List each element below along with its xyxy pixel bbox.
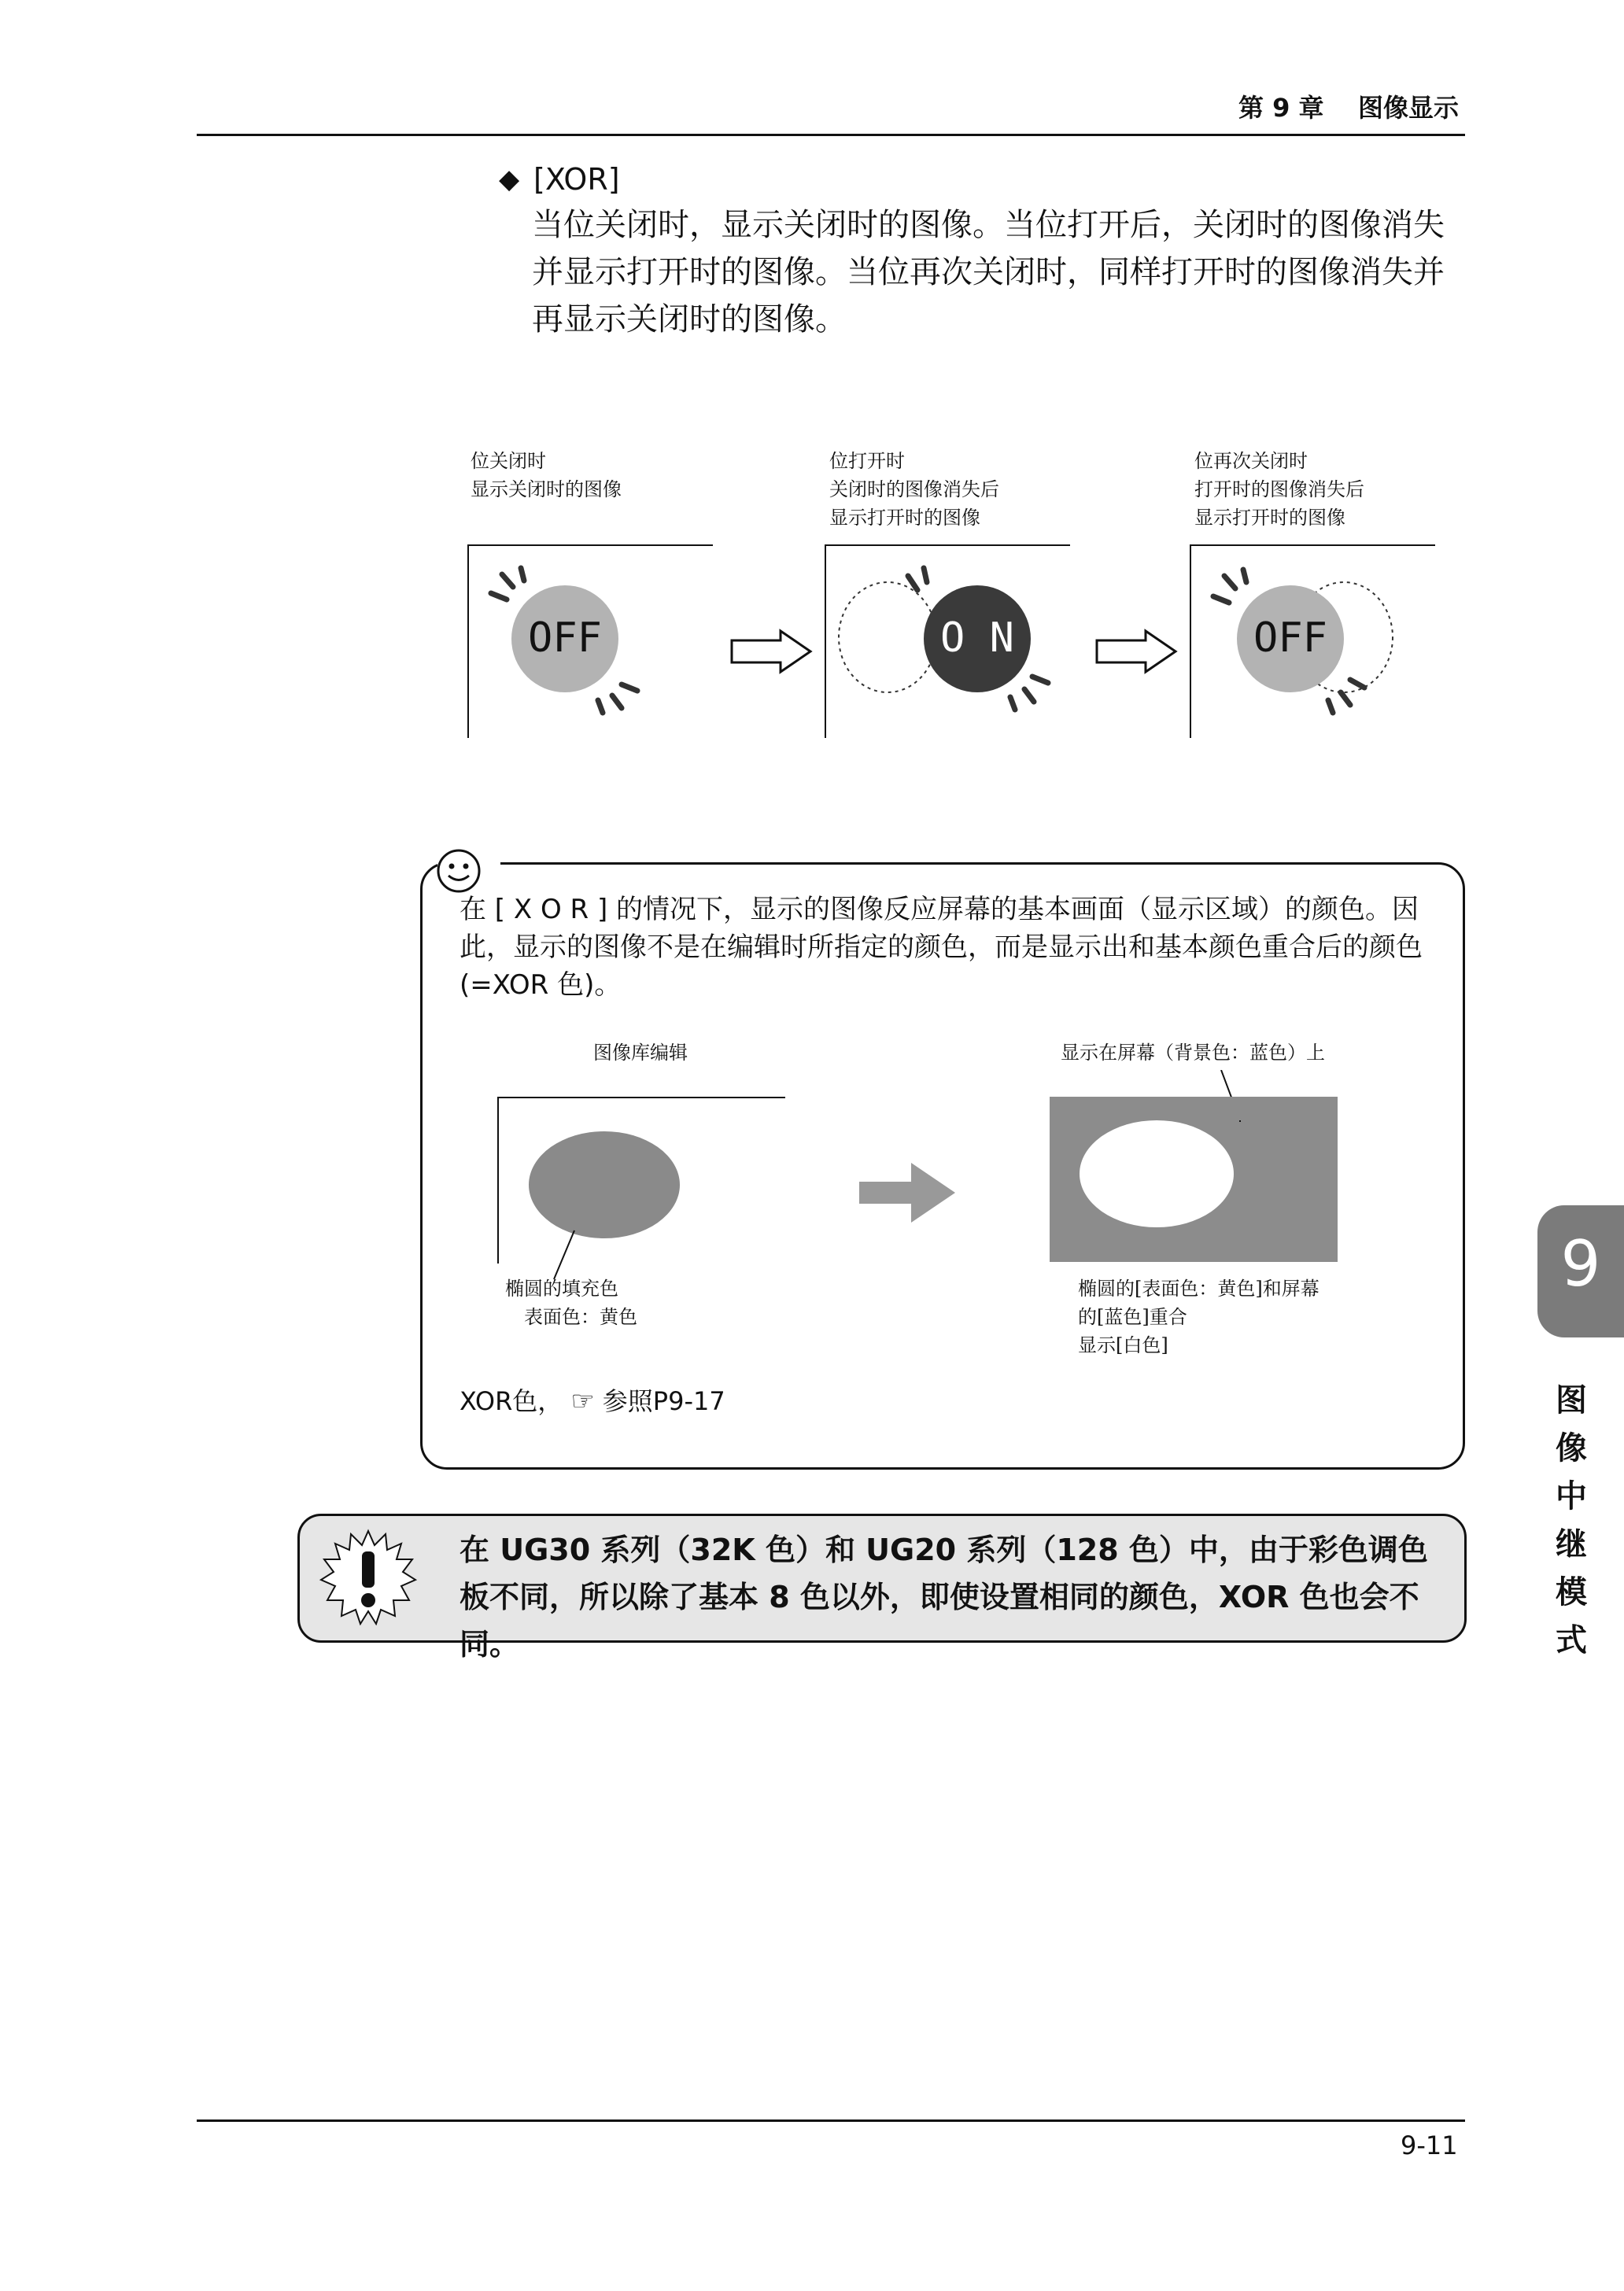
screen-display-title: 显示在屏幕（背景色：蓝色）上 xyxy=(1061,1042,1325,1064)
reference-prefix: XOR色， xyxy=(460,1386,563,1416)
library-edit-title: 图像库编辑 xyxy=(593,1042,688,1064)
chapter-number: 第 9 章 xyxy=(1238,93,1324,123)
chapter-title: 图像显示 xyxy=(1358,93,1460,123)
step3-lamp-graphic xyxy=(1190,544,1441,741)
step2-caption: 位打开时 关闭时的图像消失后 显示打开时的图像 xyxy=(829,450,999,529)
arrow-2-icon xyxy=(1094,628,1180,675)
note-text: 在 [ X O R ] 的情况下，显示的图像反应屏幕的基本画面（显示区域）的颜色。因此，显示的图像不是在编辑时所指定的颜色，而是显示出和基本颜色重合后的颜色 (=XOR 色)。 xyxy=(460,894,1423,1001)
gray-ellipse-icon xyxy=(529,1131,680,1238)
screen-display-graphic xyxy=(1048,1070,1347,1271)
page-number: 9-11 xyxy=(1401,2131,1458,2160)
header-rule xyxy=(197,134,1465,136)
exclamation-burst-icon xyxy=(319,1528,417,1625)
reference-line xyxy=(460,1382,725,1418)
step3-lamp-label: OFF xyxy=(1253,614,1327,662)
arrow-1-icon xyxy=(729,628,815,675)
library-ellipse-graphic xyxy=(497,1097,796,1301)
diamond-bullet-icon: ◆ xyxy=(499,164,520,195)
chapter-tab-label: 图像中继模式 xyxy=(1556,1382,1587,1658)
reference-link[interactable]: 参照P9-17 xyxy=(602,1386,725,1416)
warning-text: 在 UG30 系列（32K 色）和 UG20 系列（128 色）中，由于彩色调色板不同，所以除了基本 8 色以外，即使设置相同的颜色，XOR 色也会不同。 xyxy=(460,1533,1428,1662)
xor-paragraph: 当位关闭时，显示关闭时的图像。当位打开后，关闭时的图像消失并显示打开时的图像。当位再次关闭时，同样打开时的图像消失并再显示关闭时的图像。 xyxy=(532,207,1445,338)
footer-rule xyxy=(197,2119,1465,2122)
library-ellipse-caption: 椭圆的填充色 表面色：黄色 xyxy=(505,1278,637,1328)
chapter-tab-number: 9 xyxy=(1560,1227,1601,1300)
step3-caption: 位再次关闭时 打开时的图像消失后 显示打开时的图像 xyxy=(1194,450,1364,529)
gray-arrow-icon xyxy=(858,1158,960,1229)
dashed-ghost-icon xyxy=(839,582,936,692)
step1-lamp-graphic xyxy=(467,544,719,741)
white-ellipse-icon xyxy=(1080,1120,1234,1227)
leader-line-icon xyxy=(554,1230,574,1279)
step2-lamp-graphic xyxy=(825,544,1076,741)
pointing-hand-icon: ☞ xyxy=(570,1385,595,1417)
step1-caption: 位关闭时 显示关闭时的图像 xyxy=(471,450,622,500)
step2-lamp-label: O N xyxy=(940,614,1014,662)
xor-heading: [XOR] xyxy=(533,162,620,197)
screen-display-caption: 椭圆的[表面色：黄色]和屏幕 的[蓝色]重合 显示[白色] xyxy=(1078,1278,1320,1356)
step1-lamp-label: OFF xyxy=(528,614,602,662)
smiley-icon xyxy=(434,847,483,895)
